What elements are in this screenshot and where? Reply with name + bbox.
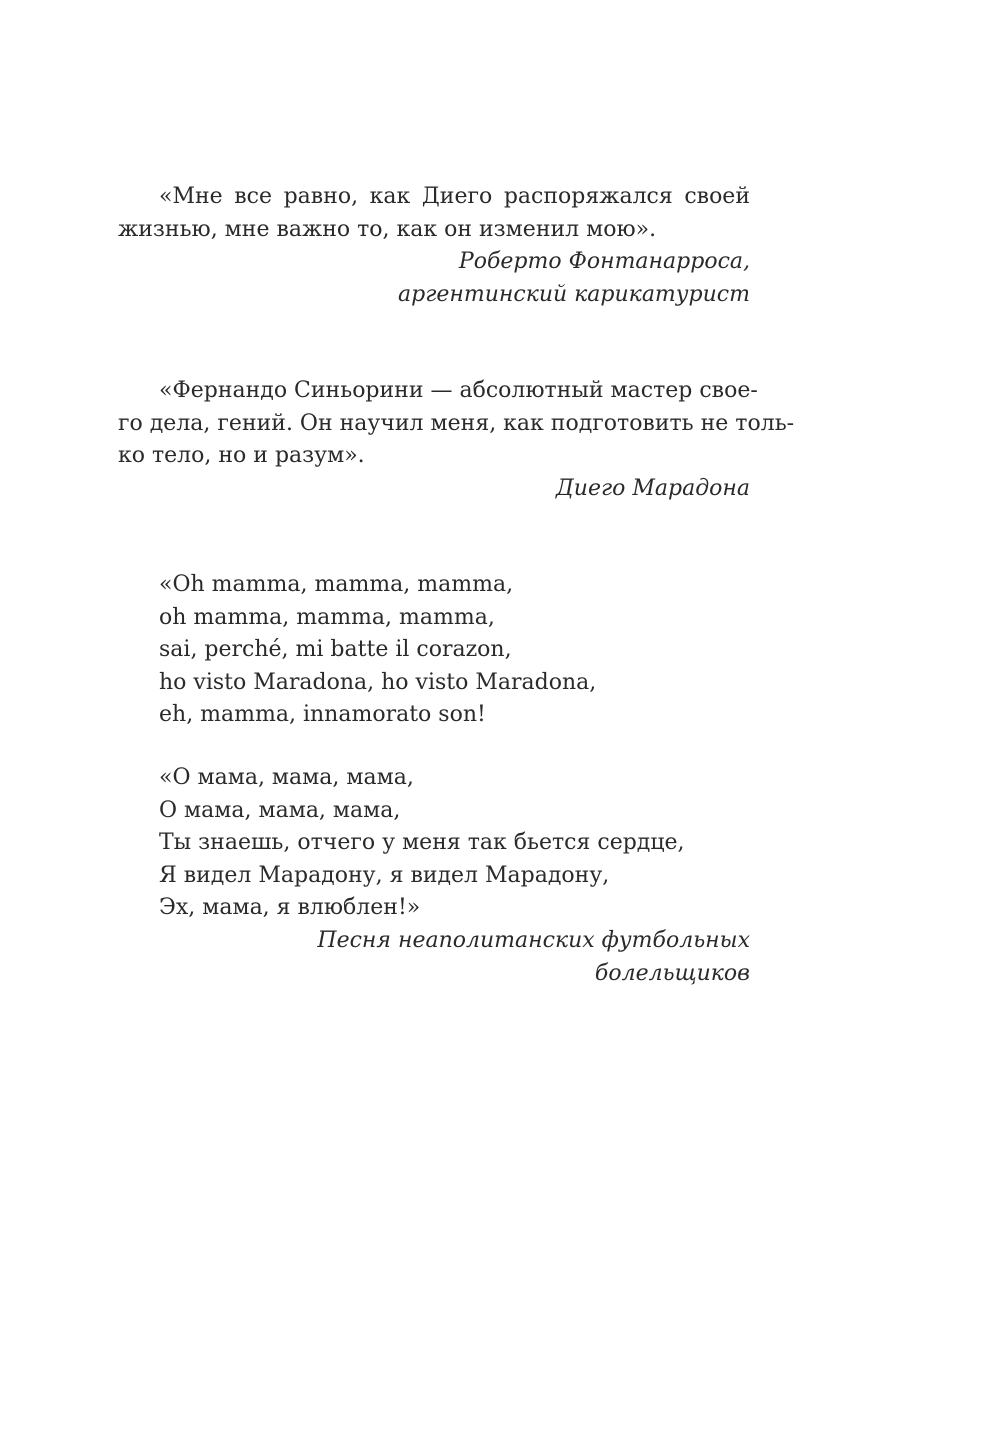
song-line: oh mamma, mamma, mamma, [159, 604, 495, 630]
book-page [118, 0, 795, 1447]
quote-attribution-name: Роберто Фонтанарроса, [458, 249, 750, 274]
quote-attribution-name: Диего Марадона [555, 475, 750, 501]
quote-text-line: жизнью, мне важно то, как он изменил мою». [118, 216, 657, 242]
song-line: Ты знаешь, отчего у меня так бьется сердце, [159, 830, 685, 855]
quote-text-line: го дела, гений. Он научил меня, как подготовить не толь- [118, 410, 795, 436]
song-line: sai, perché, mi batte il corazon, [159, 637, 512, 662]
song-line: О мама, мама, мама, [159, 797, 401, 823]
song-line: eh, mamma, innamorato son! [159, 702, 486, 727]
song-russian [118, 762, 750, 925]
quote-attribution-role: аргентинский карикатурист [398, 281, 750, 307]
song-line: «Oh mamma, mamma, mamma, [159, 572, 514, 597]
song-line: Эх, мама, я влюблен!» [159, 895, 421, 920]
song-attribution [118, 925, 750, 990]
quote-text-line: «Фернандо Синьорини — абсолютный мастер свое- [159, 378, 758, 403]
quote-fontanarrosa [118, 181, 750, 311]
song-line: Я видел Марадону, я видел Марадону, [159, 862, 610, 888]
song-line: ho visto Maradona, ho visto Maradona, [159, 669, 597, 695]
quote-text-line: «Мне все равно, как Диего распоряжался своей [159, 184, 750, 209]
song-italian [118, 569, 750, 732]
quote-maradona [118, 375, 795, 505]
song-attribution-line: болельщиков [594, 960, 750, 986]
song-line: «О мама, мама, мама, [159, 765, 414, 790]
quote-text-line: ко тело, но и разум». [118, 443, 365, 468]
song-attribution-line: Песня неаполитанских футбольных [317, 928, 750, 953]
